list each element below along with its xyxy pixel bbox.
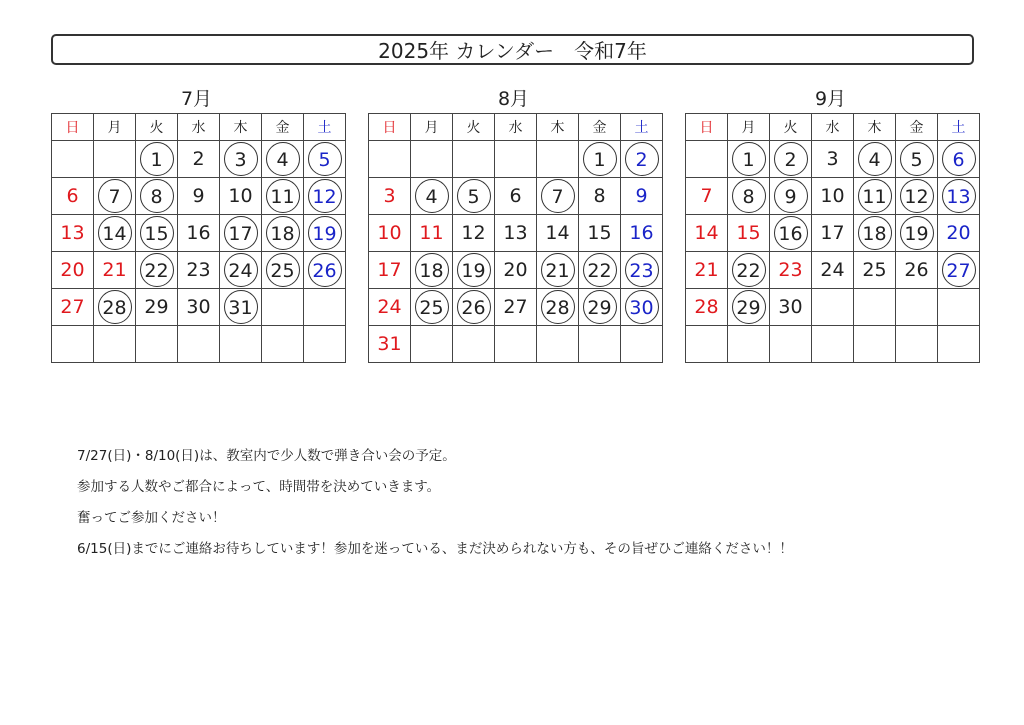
day-cell	[94, 141, 136, 178]
month-title: 9月	[814, 88, 847, 110]
day-cell	[178, 326, 220, 363]
weekday-header: 月	[94, 114, 136, 141]
calendar-grid	[368, 113, 663, 363]
day-cell	[728, 289, 770, 326]
day-cell	[686, 289, 728, 326]
day-cell	[178, 215, 220, 252]
day-cell	[770, 178, 812, 215]
day-cell	[304, 141, 346, 178]
day-number: 14	[98, 216, 132, 250]
day-cell	[304, 326, 346, 363]
weekday-header: 土	[304, 114, 346, 141]
weekday-header: 月	[728, 114, 770, 141]
day-cell	[369, 215, 411, 252]
day-cell	[770, 326, 812, 363]
day-cell	[938, 252, 980, 289]
day-cell	[579, 252, 621, 289]
day-number: 22	[583, 253, 617, 287]
day-number: 26	[308, 253, 342, 287]
day-number: 8	[732, 179, 766, 213]
day-cell	[896, 252, 938, 289]
day-cell	[136, 178, 178, 215]
weekday-header: 金	[896, 114, 938, 141]
day-number: 29	[583, 290, 617, 324]
day-number: 9	[774, 179, 808, 213]
day-cell	[812, 289, 854, 326]
day-number: 14	[694, 222, 719, 244]
day-cell	[94, 326, 136, 363]
day-number: 13	[503, 222, 528, 244]
day-cell	[537, 289, 579, 326]
day-number: 8	[593, 185, 606, 207]
day-number: 3	[826, 148, 839, 170]
day-number: 19	[308, 216, 342, 250]
day-number: 13	[942, 179, 976, 213]
day-number: 22	[732, 253, 766, 287]
week-row	[52, 326, 346, 363]
day-cell	[262, 141, 304, 178]
day-number: 16	[629, 222, 654, 244]
day-number: 4	[858, 142, 892, 176]
day-cell	[495, 252, 537, 289]
week-row	[369, 215, 663, 252]
weekday-header: 水	[812, 114, 854, 141]
day-number: 15	[587, 222, 612, 244]
day-number: 17	[820, 222, 845, 244]
weekday-header: 日	[369, 114, 411, 141]
day-number: 9	[635, 185, 648, 207]
day-number: 31	[224, 290, 258, 324]
day-cell	[262, 252, 304, 289]
day-cell	[411, 326, 453, 363]
day-cell	[453, 178, 495, 215]
day-cell	[854, 252, 896, 289]
day-number: 16	[774, 216, 808, 250]
weekday-header-row	[52, 114, 346, 141]
day-number: 3	[224, 142, 258, 176]
day-number: 2	[625, 142, 659, 176]
day-cell	[369, 252, 411, 289]
day-number: 21	[102, 259, 127, 281]
day-cell	[495, 326, 537, 363]
day-number: 10	[820, 185, 845, 207]
day-cell	[369, 326, 411, 363]
day-number: 22	[140, 253, 174, 287]
day-cell	[52, 178, 94, 215]
day-cell	[304, 252, 346, 289]
day-cell	[938, 178, 980, 215]
day-cell	[537, 178, 579, 215]
day-number: 4	[415, 179, 449, 213]
day-number: 18	[858, 216, 892, 250]
day-number: 23	[186, 259, 211, 281]
day-cell	[686, 141, 728, 178]
week-row	[369, 178, 663, 215]
day-cell	[136, 252, 178, 289]
day-cell	[896, 215, 938, 252]
day-number: 15	[736, 222, 761, 244]
day-cell	[537, 141, 579, 178]
day-cell	[495, 289, 537, 326]
day-number: 17	[377, 259, 402, 281]
day-cell	[579, 178, 621, 215]
day-number: 1	[583, 142, 617, 176]
weekday-header: 土	[621, 114, 663, 141]
day-cell	[369, 289, 411, 326]
weekday-header: 金	[579, 114, 621, 141]
day-number: 5	[308, 142, 342, 176]
week-row	[369, 326, 663, 363]
day-cell	[369, 178, 411, 215]
day-cell	[411, 289, 453, 326]
week-row	[52, 141, 346, 178]
week-row	[686, 252, 980, 289]
day-cell	[686, 215, 728, 252]
week-row	[369, 141, 663, 178]
day-cell	[411, 141, 453, 178]
day-cell	[621, 178, 663, 215]
month-title: 7月	[180, 88, 213, 110]
weekday-header: 火	[453, 114, 495, 141]
day-cell	[537, 326, 579, 363]
day-cell	[770, 289, 812, 326]
day-number: 24	[377, 296, 402, 318]
day-cell	[52, 215, 94, 252]
day-number: 14	[545, 222, 570, 244]
week-row	[369, 289, 663, 326]
day-cell	[579, 289, 621, 326]
day-number: 23	[625, 253, 659, 287]
month-july	[51, 86, 342, 363]
note-line: 参加する人数やご都合によって、時間帯を決めていきます。	[77, 479, 441, 495]
day-cell	[728, 215, 770, 252]
day-number: 10	[228, 185, 253, 207]
day-cell	[621, 215, 663, 252]
day-number: 21	[694, 259, 719, 281]
day-number: 4	[266, 142, 300, 176]
day-number: 5	[900, 142, 934, 176]
day-number: 25	[862, 259, 887, 281]
day-cell	[728, 141, 770, 178]
day-cell	[453, 252, 495, 289]
day-cell	[896, 178, 938, 215]
day-number: 20	[946, 222, 971, 244]
day-cell	[94, 252, 136, 289]
day-cell	[178, 141, 220, 178]
day-number: 12	[461, 222, 486, 244]
day-number: 26	[457, 290, 491, 324]
day-cell	[938, 215, 980, 252]
day-number: 30	[186, 296, 211, 318]
day-cell	[220, 215, 262, 252]
day-cell	[411, 252, 453, 289]
day-number: 24	[224, 253, 258, 287]
week-row	[52, 289, 346, 326]
weekday-header: 火	[770, 114, 812, 141]
day-number: 1	[140, 142, 174, 176]
day-cell	[178, 252, 220, 289]
day-cell	[262, 289, 304, 326]
day-cell	[896, 326, 938, 363]
day-number: 10	[377, 222, 402, 244]
day-cell	[136, 326, 178, 363]
day-number: 6	[66, 185, 79, 207]
day-cell	[136, 141, 178, 178]
day-number: 27	[503, 296, 528, 318]
day-cell	[812, 252, 854, 289]
month-august	[368, 86, 659, 363]
day-number: 2	[774, 142, 808, 176]
day-number: 18	[415, 253, 449, 287]
weekday-header: 金	[262, 114, 304, 141]
day-cell	[686, 252, 728, 289]
day-number: 21	[541, 253, 575, 287]
day-cell	[178, 289, 220, 326]
weekday-header: 水	[178, 114, 220, 141]
day-number: 20	[60, 259, 85, 281]
day-cell	[812, 178, 854, 215]
day-number: 30	[625, 290, 659, 324]
day-cell	[728, 178, 770, 215]
weekday-header: 木	[220, 114, 262, 141]
day-cell	[621, 326, 663, 363]
week-row	[369, 252, 663, 289]
day-number: 11	[419, 222, 444, 244]
week-row	[52, 178, 346, 215]
day-cell	[537, 252, 579, 289]
day-cell	[453, 141, 495, 178]
notes	[77, 446, 793, 570]
week-row	[52, 215, 346, 252]
weekday-header: 水	[495, 114, 537, 141]
day-number: 28	[541, 290, 575, 324]
day-cell	[52, 141, 94, 178]
calendar-grid	[685, 113, 980, 363]
day-cell	[686, 326, 728, 363]
day-number: 28	[98, 290, 132, 324]
day-number: 7	[98, 179, 132, 213]
day-cell	[262, 178, 304, 215]
day-cell	[579, 141, 621, 178]
day-number: 20	[503, 259, 528, 281]
calendar-title: 2025年 カレンダー 令和7年	[51, 34, 974, 65]
day-cell	[369, 141, 411, 178]
day-cell	[136, 215, 178, 252]
day-number: 18	[266, 216, 300, 250]
day-cell	[495, 215, 537, 252]
day-number: 6	[509, 185, 522, 207]
day-cell	[220, 326, 262, 363]
day-number: 6	[942, 142, 976, 176]
day-cell	[537, 215, 579, 252]
day-number: 2	[192, 148, 205, 170]
weekday-header: 木	[537, 114, 579, 141]
day-cell	[728, 326, 770, 363]
day-number: 29	[144, 296, 169, 318]
weekday-header: 日	[52, 114, 94, 141]
day-cell	[304, 215, 346, 252]
day-number: 31	[377, 333, 402, 355]
day-cell	[686, 178, 728, 215]
day-cell	[854, 289, 896, 326]
day-cell	[52, 326, 94, 363]
day-cell	[770, 252, 812, 289]
day-cell	[411, 215, 453, 252]
day-cell	[812, 141, 854, 178]
day-cell	[854, 215, 896, 252]
month-title: 8月	[497, 88, 530, 110]
day-cell	[304, 178, 346, 215]
day-number: 1	[732, 142, 766, 176]
day-number: 15	[140, 216, 174, 250]
week-row	[686, 178, 980, 215]
day-number: 7	[541, 179, 575, 213]
day-number: 16	[186, 222, 211, 244]
day-cell	[854, 326, 896, 363]
day-cell	[770, 215, 812, 252]
day-cell	[495, 178, 537, 215]
day-cell	[854, 178, 896, 215]
day-cell	[896, 289, 938, 326]
day-number: 3	[383, 185, 396, 207]
day-cell	[220, 178, 262, 215]
day-cell	[938, 326, 980, 363]
day-number: 25	[266, 253, 300, 287]
note-line: 7/27(日)・8/10(日)は、教室内で少人数で弾き合い会の予定。	[77, 448, 456, 464]
week-row	[686, 215, 980, 252]
day-cell	[136, 289, 178, 326]
week-row	[686, 326, 980, 363]
note-line: 奮ってご参加ください！	[77, 510, 226, 526]
note-line: 6/15(日)までにご連絡お待ちしています！参加を迷っている、まだ決められない方も、その旨ぜひご連絡ください！！	[77, 541, 793, 557]
day-cell	[94, 289, 136, 326]
week-row	[686, 289, 980, 326]
month-september	[685, 86, 976, 363]
day-number: 19	[457, 253, 491, 287]
week-row	[52, 252, 346, 289]
day-cell	[896, 141, 938, 178]
day-cell	[94, 215, 136, 252]
weekday-header: 木	[854, 114, 896, 141]
day-cell	[495, 141, 537, 178]
day-cell	[52, 289, 94, 326]
day-cell	[579, 326, 621, 363]
day-number: 11	[266, 179, 300, 213]
day-cell	[579, 215, 621, 252]
day-number: 17	[224, 216, 258, 250]
day-cell	[220, 141, 262, 178]
weekday-header: 日	[686, 114, 728, 141]
week-row	[686, 141, 980, 178]
day-number: 8	[140, 179, 174, 213]
day-cell	[938, 141, 980, 178]
day-cell	[728, 252, 770, 289]
day-number: 27	[942, 253, 976, 287]
day-number: 29	[732, 290, 766, 324]
weekday-header: 月	[411, 114, 453, 141]
day-cell	[812, 215, 854, 252]
day-cell	[770, 141, 812, 178]
day-cell	[453, 326, 495, 363]
day-number: 25	[415, 290, 449, 324]
day-number: 12	[900, 179, 934, 213]
day-number: 5	[457, 179, 491, 213]
weekday-header-row	[686, 114, 980, 141]
day-cell	[812, 326, 854, 363]
day-cell	[621, 141, 663, 178]
day-cell	[304, 289, 346, 326]
day-cell	[854, 141, 896, 178]
weekday-header-row	[369, 114, 663, 141]
day-number: 27	[60, 296, 85, 318]
day-cell	[262, 215, 304, 252]
day-cell	[220, 289, 262, 326]
day-cell	[621, 289, 663, 326]
day-cell	[411, 178, 453, 215]
day-number: 23	[778, 259, 803, 281]
day-cell	[262, 326, 304, 363]
day-cell	[453, 289, 495, 326]
day-number: 12	[308, 179, 342, 213]
weekday-header: 火	[136, 114, 178, 141]
weekday-header: 土	[938, 114, 980, 141]
day-cell	[621, 252, 663, 289]
day-number: 28	[694, 296, 719, 318]
day-cell	[453, 215, 495, 252]
day-number: 24	[820, 259, 845, 281]
calendar-grid	[51, 113, 346, 363]
day-cell	[52, 252, 94, 289]
day-cell	[938, 289, 980, 326]
day-number: 13	[60, 222, 85, 244]
day-number: 9	[192, 185, 205, 207]
day-number: 26	[904, 259, 929, 281]
day-number: 19	[900, 216, 934, 250]
day-number: 11	[858, 179, 892, 213]
day-cell	[94, 178, 136, 215]
day-cell	[178, 178, 220, 215]
day-number: 30	[778, 296, 803, 318]
day-number: 7	[700, 185, 713, 207]
day-cell	[220, 252, 262, 289]
